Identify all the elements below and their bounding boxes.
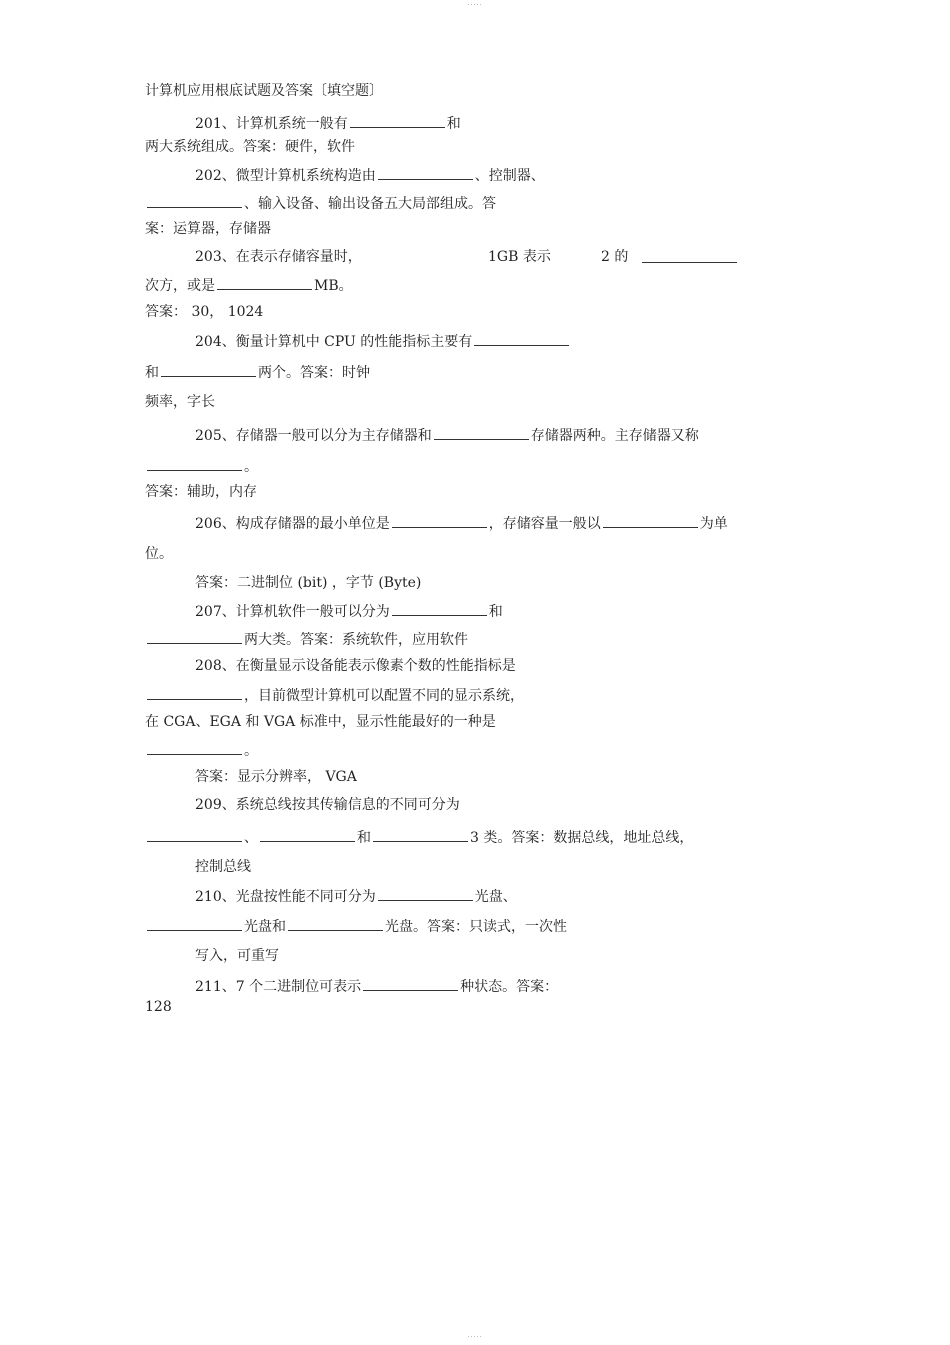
text-line (145, 456, 258, 476)
line-text: 答案：辅助，内存 (145, 484, 257, 500)
fill-in-blank (260, 827, 355, 842)
line-text: 计算机应用根底试题及答案〔填空题〕 (145, 83, 383, 99)
text-line (145, 303, 263, 321)
line-text: 和 (357, 830, 371, 846)
fill-in-blank (642, 248, 737, 263)
text-line (145, 193, 496, 213)
line-text: 位。 (145, 546, 173, 562)
line-text: 。 (244, 743, 258, 759)
line-text: 两个。答案：时钟 (258, 365, 370, 381)
line-text: 206、构成存储器的最小单位是 (195, 516, 390, 532)
text-line (145, 82, 383, 100)
text-line (195, 513, 728, 533)
fill-in-blank (147, 827, 242, 842)
line-text: 202、微型计算机系统构造由 (195, 168, 376, 184)
line-text: 次方，或是 (145, 278, 215, 294)
line-text: 208、在衡量显示设备能表示像素个数的性能指标是 (195, 658, 516, 674)
line-text: 1GB 表示 (488, 249, 551, 265)
text-line (145, 916, 567, 936)
line-text: 3 类。答案：数据总线，地址总线， (470, 830, 694, 846)
text-line (195, 331, 571, 351)
text-line (195, 976, 558, 996)
line-text: 控制总线 (195, 859, 251, 875)
line-text: 光盘。答案：只读式，一次性 (385, 919, 567, 935)
line-text: 两大系统组成。答案：硬件，软件 (145, 139, 355, 155)
text-line (145, 827, 693, 847)
line-text: 207、计算机软件一般可以分为 (195, 604, 390, 620)
line-text: 和 (145, 365, 159, 381)
fill-in-blank (378, 165, 473, 180)
fill-in-blank (378, 886, 473, 901)
text-line (145, 685, 524, 705)
line-text: 、输入设备、输出设备五大局部组成。答 (244, 196, 496, 212)
line-text: 205、存储器一般可以分为主存储器和 (195, 428, 432, 444)
page-header-marker: ····· (467, 2, 483, 9)
text-line (195, 796, 460, 814)
text-line (195, 425, 699, 445)
fill-in-blank (373, 827, 468, 842)
line-text: 在 CGA、EGA 和 VGA 标准中，显示性能最好的一种是 (145, 714, 496, 730)
fill-in-blank (392, 601, 487, 616)
fill-in-blank (288, 916, 383, 931)
line-text: 209、系统总线按其传输信息的不同可分为 (195, 797, 460, 813)
line-text: 203、在表示存储容量时， (195, 249, 362, 265)
line-text: 128 (145, 999, 172, 1015)
fill-in-blank (147, 685, 242, 700)
text-line (145, 740, 258, 760)
text-line (145, 138, 355, 156)
line-text: 案：运算器，存储器 (145, 221, 271, 237)
line-text: ，存储容量一般以 (488, 516, 601, 532)
text-line (195, 768, 357, 786)
fill-in-blank (350, 113, 445, 128)
line-text: 写入，可重写 (195, 948, 279, 964)
text-line (195, 858, 251, 876)
text-line (145, 483, 257, 501)
line-text: 种状态。答案： (460, 979, 559, 995)
text-line (145, 545, 173, 563)
text-line (145, 998, 172, 1016)
text-line (195, 165, 545, 185)
text-line (195, 886, 517, 906)
line-text: 答案：二进制位 (bit) ，字节 (Byte) (195, 575, 422, 591)
line-text: 211、7 个二进制位可表示 (195, 979, 362, 995)
text-line (195, 601, 503, 621)
text-line (145, 362, 370, 382)
text-line (145, 275, 353, 295)
line-text: 答案：显示分辨率， VGA (195, 769, 357, 785)
fill-in-blank (392, 513, 487, 528)
line-text: 和 (488, 604, 503, 620)
text-line (195, 947, 279, 965)
text-line (145, 220, 271, 238)
fill-in-blank (474, 331, 569, 346)
line-text: 201、计算机系统一般有 (195, 116, 348, 132)
line-text: MB。 (314, 278, 353, 294)
fill-in-blank (147, 456, 242, 471)
text-line (145, 713, 496, 731)
fill-in-blank (161, 362, 256, 377)
text-line (195, 574, 421, 592)
text-line (195, 113, 461, 133)
line-text: 210、光盘按性能不同可分为 (195, 889, 376, 905)
line-text: 为单 (699, 516, 728, 532)
fill-in-blank (363, 976, 458, 991)
line-text: 存储器两种。主存储器又称 (530, 428, 699, 444)
line-text: 204、衡量计算机中 CPU 的性能指标主要有 (195, 334, 473, 350)
line-text: 两大类。答案：系统软件，应用软件 (244, 632, 468, 648)
line-text: 答案： 30， 1024 (145, 304, 264, 320)
line-text: 、控制器、 (474, 168, 545, 184)
page-footer-marker: ····· (467, 1334, 483, 1341)
line-text: 和 (446, 116, 461, 132)
text-line (145, 629, 468, 649)
fill-in-blank (603, 513, 698, 528)
line-text: 2 的 (601, 249, 629, 265)
fill-in-blank (147, 193, 242, 208)
line-text: ，目前微型计算机可以配置不同的显示系统， (244, 688, 524, 704)
fill-in-blank (147, 629, 242, 644)
fill-in-blank (217, 275, 312, 290)
fill-in-blank (147, 740, 242, 755)
fill-in-blank (434, 425, 529, 440)
line-text: 光盘和 (244, 919, 286, 935)
text-line (145, 393, 215, 411)
line-text: 、 (244, 830, 258, 846)
line-text: 频率，字长 (145, 394, 215, 410)
fill-in-blank (147, 916, 242, 931)
line-text: 光盘、 (474, 889, 517, 905)
text-line (195, 657, 516, 675)
line-text: 。 (244, 459, 258, 475)
